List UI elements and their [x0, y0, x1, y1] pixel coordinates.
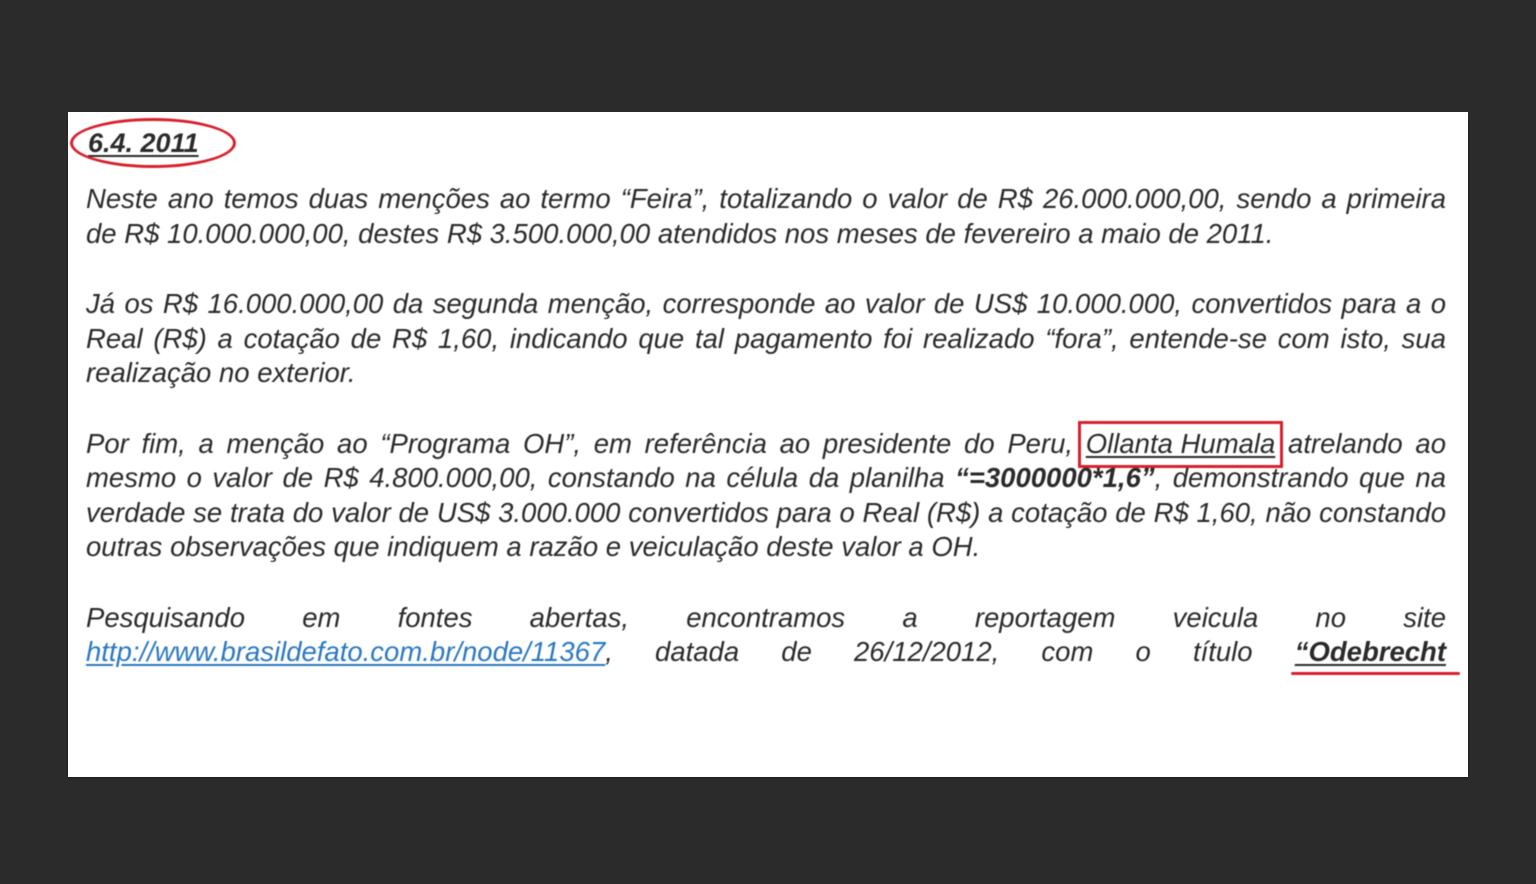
section-heading: [86, 128, 199, 158]
document-content: [86, 126, 1446, 670]
document-page: [68, 112, 1468, 777]
paragraph-programa-oh-middle: atrelando ao mesmo o valor de R$ 4.800.000,00, constando na célula da planilha: [86, 427, 1446, 493]
paragraph-programa-oh: [86, 427, 1446, 565]
paragraph-programa-oh-end: , demonstrando que na verdade se trata do valor de US$ 3.000.000 convertidos para o Real (R$) a cotação de R$ 1,60, não constando outras observações que indiquem a razão e veiculação deste valor a OH.: [86, 462, 1446, 562]
red-circle-annotation: [70, 118, 236, 168]
source-link[interactable]: http://www.brasildefato.com.br/node/11367: [86, 636, 606, 667]
paragraph-pesquisando-start: Pesquisando em fontes abertas, encontramos a reportagem veicula no site: [86, 601, 1446, 633]
paragraph-segunda-mencao: Já os R$ 16.000.000,00 da segunda menção, corresponde ao valor de US$ 10.000.000, convertidos para a o Real (R$) a cotação de R$ 1,60, indicando que tal pagamento foi realizado “fora”, entende-se com isto, sua realização no exterior.: [86, 288, 1446, 388]
section-heading-text: 6.4. 2011: [88, 128, 199, 158]
paragraph-programa-oh-start: Por fim, a menção ao “Programa OH”, em referência ao presidente do Peru,: [86, 427, 1086, 459]
paragraph-pesquisando: [86, 601, 1446, 670]
paragraph-pesquisando-middle: , datada de 26/12/2012, com o título: [605, 636, 1295, 667]
article-title-underlined: “Odebrecht: [1294, 636, 1446, 667]
paragraph-feira: Neste ano temos duas menções ao termo “Feira”, totalizando o valor de R$ 26.000.000,00, sendo a primeira de R$ 10.000.000,00, destes R$ 3.500.000,00 atendidos nos meses de fevereiro a maio de 2011.: [86, 183, 1446, 249]
highlighted-name-box: Ollanta Humala: [1086, 427, 1276, 462]
spreadsheet-formula: “=3000000*1,6”: [955, 462, 1155, 493]
